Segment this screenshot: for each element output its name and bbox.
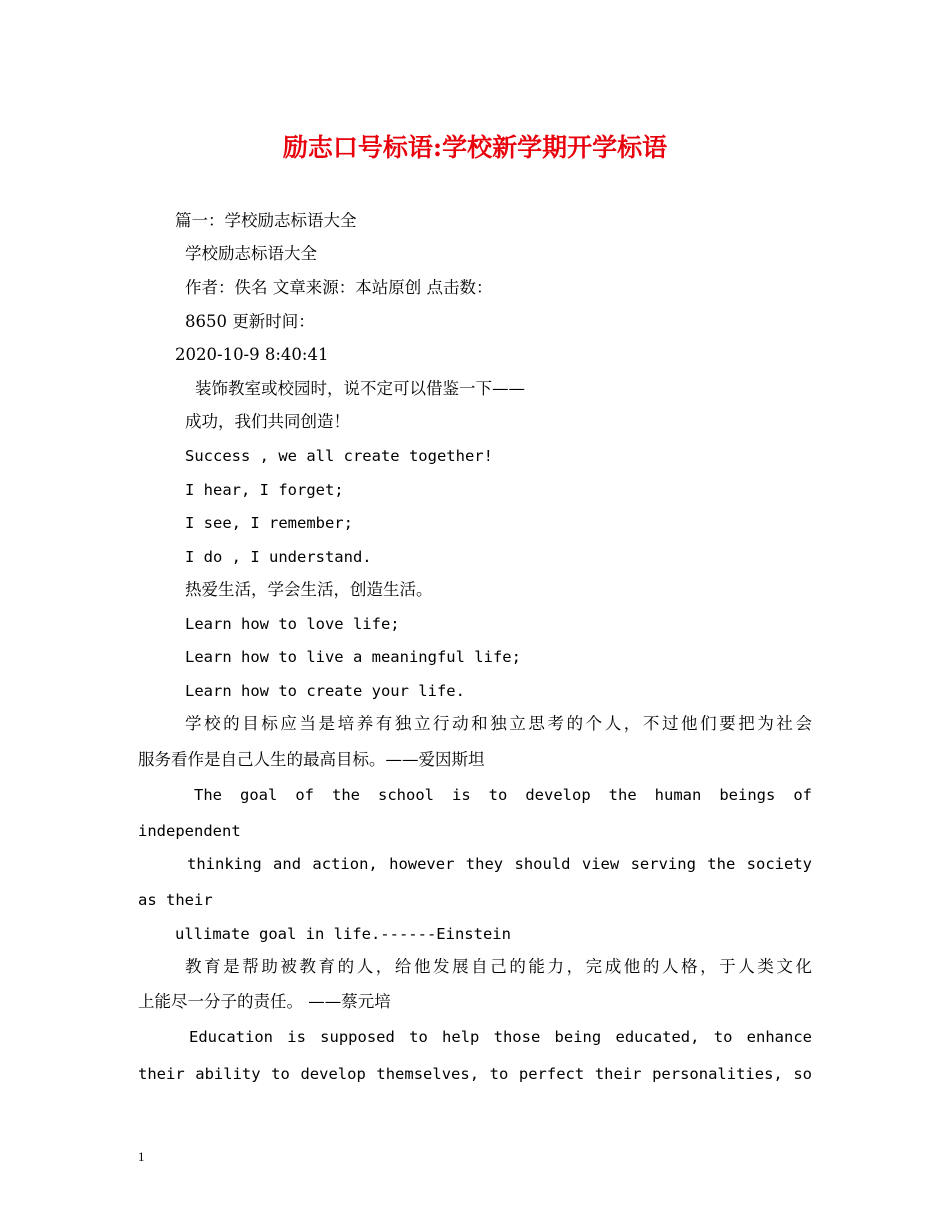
body-line: 教育是帮助被教育的人，给他发展自己的能力，完成他的人格，于人类文化 xyxy=(185,957,812,976)
body-line: 学校的目标应当是培养有独立行动和独立思考的个人，不过他们要把为社会 xyxy=(185,714,812,733)
body-line: 上能尽一分子的责任。 ——蔡元培 xyxy=(138,992,391,1011)
body-line: Learn how to create your life. xyxy=(185,682,465,700)
body-line: 热爱生活，学会生活，创造生活。 xyxy=(185,580,433,599)
body-line: 篇一：学校励志标语大全 xyxy=(175,211,357,230)
body-line: Education is supposed to help those being educated, to enhance xyxy=(189,1028,812,1046)
body-line: Learn how to love life; xyxy=(185,615,400,633)
body-line: 2020-10-9 8:40:41 xyxy=(175,345,329,364)
body-line: ullimate goal in life.------Einstein xyxy=(175,925,511,943)
body-line: I hear, I forget; xyxy=(185,481,344,499)
body-line: I do , I understand. xyxy=(185,548,372,566)
body-line: 服务看作是自己人生的最高目标。——爱因斯坦 xyxy=(138,750,485,769)
body-line: 学校励志标语大全 xyxy=(185,244,317,263)
body-line: 作者：佚名 文章来源：本站原创 点击数： xyxy=(185,278,493,297)
body-line: Success , we all create together! xyxy=(185,447,493,465)
body-line: 8650 更新时间： xyxy=(185,312,315,331)
body-line: I see, I remember; xyxy=(185,514,353,532)
body-line: their ability to develop themselves, to perfect their personalities, so xyxy=(138,1065,812,1083)
body-line: Learn how to live a meaningful life; xyxy=(185,648,521,666)
page-title: 励志口号标语:学校新学期开学标语 xyxy=(282,133,668,162)
body-line: thinking and action, however they should view serving the society xyxy=(187,855,812,873)
page-number: 1 xyxy=(138,1149,145,1164)
body-line: as their xyxy=(138,891,213,909)
body-line: 成功，我们共同创造！ xyxy=(185,412,350,431)
body-line: independent xyxy=(138,822,241,840)
body-line: 装饰教室或校园时，说不定可以借鉴一下—— xyxy=(195,379,525,398)
body-line: The goal of the school is to develop the human beings of xyxy=(194,786,812,804)
